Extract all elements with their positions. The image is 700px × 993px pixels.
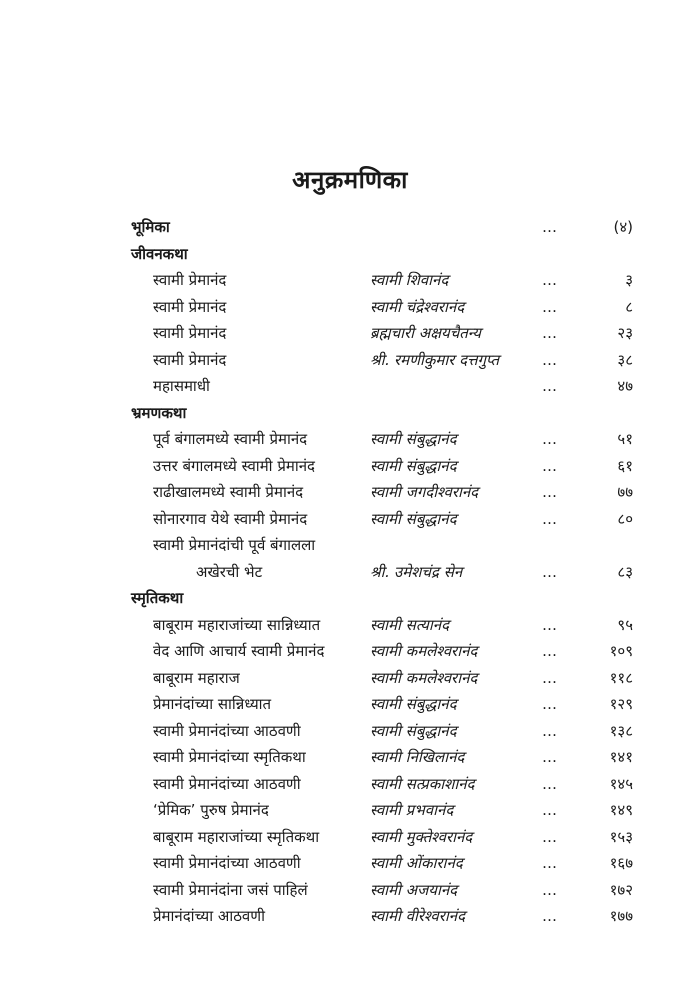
toc-section-heading — [0, 400, 700, 427]
toc-entry-page-number: १४१ — [609, 748, 633, 766]
toc-entry-title: स्वामी प्रेमानंदांच्या स्मृतिकथा — [153, 748, 306, 766]
toc-entry-page-number: १६७ — [609, 854, 633, 872]
toc-leader-dots: … — [542, 748, 558, 766]
toc-leader-dots: … — [542, 456, 558, 475]
toc-entry — [0, 850, 700, 877]
toc-leader-dots: … — [542, 271, 558, 289]
toc-entry-title: वेद आणि आचार्य स्वामी प्रेमानंद — [153, 642, 325, 660]
toc-leader-dots: … — [542, 668, 558, 687]
toc-entry-title: स्वामी प्रेमानंदांच्या आठवणी — [153, 721, 301, 740]
toc-entry-author: स्वामी वीरेश्वरानंद — [370, 907, 466, 925]
toc-entry-page-number: १३८ — [609, 721, 633, 740]
toc-leader-dots: … — [542, 695, 558, 713]
toc-entry-author: स्वामी सत्प्रकाशानंद — [370, 774, 475, 793]
toc-entry-title: स्वामी प्रेमानंदांच्या आठवणी — [153, 774, 301, 793]
toc-leader-dots: … — [542, 218, 558, 236]
toc-entry — [0, 903, 700, 930]
toc-entry-title: राढीखालमध्ये स्वामी प्रेमानंद — [153, 483, 304, 501]
toc-section-heading — [0, 214, 700, 241]
toc-entry — [0, 532, 700, 559]
toc-leader-dots: … — [542, 854, 558, 872]
toc-entry-title: स्वामी प्रेमानंद — [153, 297, 227, 316]
toc-entry-author: स्वामी संबुद्धानंद — [370, 721, 457, 740]
toc-entry-title: अखेरची भेट — [196, 562, 263, 581]
toc-entry — [0, 612, 700, 639]
toc-entry — [0, 691, 700, 718]
toc-entry — [0, 426, 700, 453]
toc-entry-author: ब्रह्मचारी अक्षयचैतन्य — [370, 324, 481, 342]
toc-entry-page-number: ५१ — [617, 430, 633, 448]
toc-entry-title: स्वामी प्रेमानंदांची पूर्व बंगालला — [153, 536, 316, 554]
toc-entry-page-number: ८० — [617, 509, 633, 528]
toc-section-heading — [0, 241, 700, 268]
toc-entry-page-number: ७७ — [617, 483, 633, 501]
toc-entry-author: स्वामी संबुद्धानंद — [370, 509, 457, 528]
toc-entry-author: स्वामी कमलेश्वरानंद — [370, 642, 478, 660]
toc-entry-page-number: (४) — [613, 218, 633, 236]
toc-entry — [0, 347, 700, 374]
toc-entry-title: भूमिका — [131, 218, 170, 236]
toc-entry-title: महासमाधी — [153, 377, 210, 395]
toc-entry-author: श्री. उमेशचंद्र सेन — [370, 562, 463, 581]
toc-entry — [0, 771, 700, 798]
toc-entry-title: स्वामी प्रेमानंदांच्या आठवणी — [153, 854, 301, 872]
toc-leader-dots: … — [542, 615, 558, 634]
toc-entry-page-number: ४७ — [617, 377, 633, 395]
toc-leader-dots: … — [542, 562, 558, 581]
toc-entry-page-number: १४५ — [609, 774, 633, 793]
toc-entry — [0, 453, 700, 480]
toc-leader-dots: … — [542, 774, 558, 793]
toc-entry-title: उत्तर बंगालमध्ये स्वामी प्रेमानंद — [153, 456, 315, 475]
toc-entry-page-number: १२९ — [609, 695, 633, 713]
toc-entry-title: बाबूराम महाराजांच्या सान्निध्यात — [153, 615, 321, 634]
toc-entry-author: स्वामी मुक्तेश्वरानंद — [370, 827, 473, 846]
toc-entry-title: स्मृतिकथा — [131, 589, 184, 607]
toc-leader-dots: … — [542, 827, 558, 846]
toc-entry-author: स्वामी ओंकारानंद — [370, 854, 463, 872]
toc-entry-page-number: ३ — [625, 271, 633, 289]
toc-entry-page-number: ९५ — [617, 615, 633, 634]
toc-entry-page-number: १४९ — [609, 801, 633, 819]
toc-entry-author: स्वामी कमलेश्वरानंद — [370, 668, 478, 687]
toc-leader-dots: … — [542, 642, 558, 660]
toc-entry — [0, 824, 700, 851]
toc-entry — [0, 559, 700, 586]
toc-entry-page-number: ८३ — [617, 562, 633, 581]
toc-entry-title: बाबूराम महाराजांच्या स्मृतिकथा — [153, 827, 320, 846]
toc-leader-dots: … — [542, 907, 558, 925]
toc-entry — [0, 877, 700, 904]
toc-entry-page-number: २३ — [617, 324, 633, 342]
page-title: अनुक्रमणिका — [292, 166, 408, 194]
toc-entry-author: स्वामी संबुद्धानंद — [370, 430, 457, 448]
toc-entry — [0, 373, 700, 400]
toc-entry-author: स्वामी जगदीश्वरानंद — [370, 483, 479, 501]
toc-leader-dots: … — [542, 483, 558, 501]
toc-entry-author: श्री. रमणीकुमार दत्तगुप्त — [370, 350, 500, 369]
toc-entry — [0, 294, 700, 321]
toc-leader-dots: … — [542, 377, 558, 395]
toc-entry — [0, 665, 700, 692]
toc-entry-title: स्वामी प्रेमानंद — [153, 271, 227, 289]
toc-entry-title: भ्रमणकथा — [131, 403, 187, 422]
toc-leader-dots: … — [542, 297, 558, 316]
toc-entry-page-number: १७७ — [609, 907, 633, 925]
toc-entry-title: स्वामी प्रेमानंद — [153, 350, 227, 369]
toc-leader-dots: … — [542, 509, 558, 528]
toc-entry-author: स्वामी सत्यानंद — [370, 615, 450, 634]
toc-leader-dots: … — [542, 350, 558, 369]
toc-leader-dots: … — [542, 880, 558, 899]
toc-entry — [0, 479, 700, 506]
toc-entry-author: स्वामी अजयानंद — [370, 880, 458, 899]
toc-entry — [0, 744, 700, 771]
toc-entry-author: स्वामी प्रभवानंद — [370, 801, 454, 819]
toc-entry-page-number: १०९ — [609, 642, 633, 660]
table-of-contents — [0, 214, 700, 930]
toc-entry — [0, 797, 700, 824]
toc-entry-title: बाबूराम महाराज — [153, 668, 240, 687]
toc-entry-page-number: १५३ — [609, 827, 633, 846]
toc-entry — [0, 320, 700, 347]
toc-leader-dots: … — [542, 430, 558, 448]
toc-section-heading — [0, 585, 700, 612]
toc-entry-page-number: ८ — [625, 297, 633, 316]
toc-entry-title: प्रेमानंदांच्या आठवणी — [153, 907, 265, 925]
toc-entry-title: सोनारगाव येथे स्वामी प्रेमानंद — [153, 509, 308, 528]
toc-entry-title: स्वामी प्रेमानंद — [153, 324, 227, 342]
toc-leader-dots: … — [542, 801, 558, 819]
toc-entry — [0, 638, 700, 665]
toc-entry-author: स्वामी चंद्रेश्वरानंद — [370, 297, 465, 316]
toc-entry-author: स्वामी निखिलानंद — [370, 748, 465, 766]
toc-entry — [0, 506, 700, 533]
toc-entry — [0, 718, 700, 745]
toc-entry-page-number: ६१ — [617, 456, 633, 475]
toc-entry-page-number: ३८ — [617, 350, 633, 369]
toc-entry-author: स्वामी शिवानंद — [370, 271, 449, 289]
toc-leader-dots: … — [542, 324, 558, 342]
toc-entry-title: प्रेमानंदांच्या सान्निध्यात — [153, 695, 272, 713]
toc-entry-author: स्वामी संबुद्धानंद — [370, 456, 457, 475]
toc-entry-title: पूर्व बंगालमध्ये स्वामी प्रेमानंद — [153, 430, 308, 448]
toc-entry-page-number: १७२ — [609, 880, 633, 899]
toc-leader-dots: … — [542, 721, 558, 740]
toc-entry — [0, 267, 700, 294]
toc-entry-author: स्वामी संबुद्धानंद — [370, 695, 457, 713]
toc-entry-page-number: ११८ — [609, 668, 633, 687]
toc-entry-title: जीवनकथा — [131, 244, 188, 263]
toc-entry-title: ‘प्रेमिक’ पुरुष प्रेमानंद — [153, 801, 269, 819]
toc-entry-title: स्वामी प्रेमानंदांना जसं पाहिलं — [153, 880, 308, 899]
